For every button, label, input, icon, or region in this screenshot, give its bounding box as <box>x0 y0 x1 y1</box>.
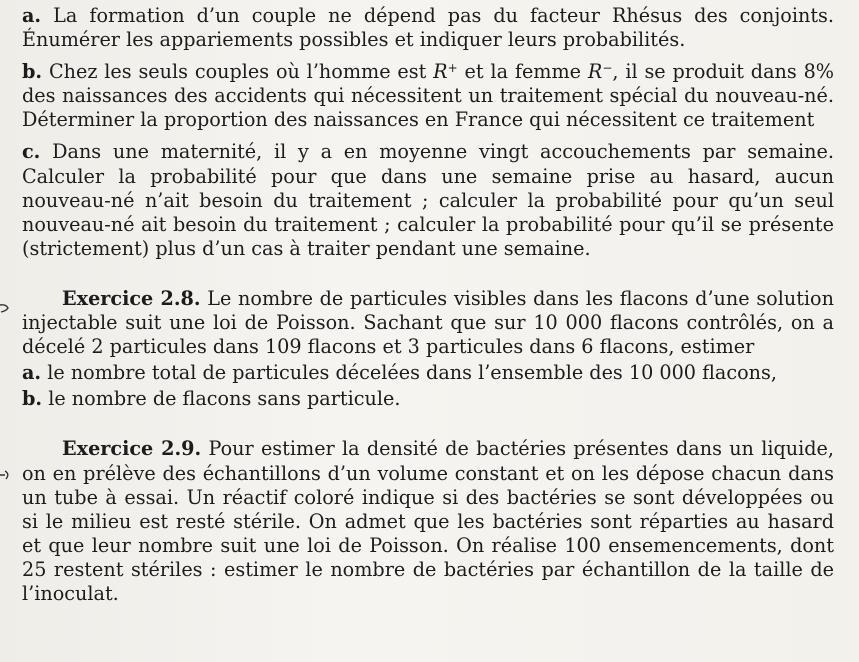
exercise-2-8-item-b <box>22 387 834 411</box>
part-c <box>22 140 834 260</box>
exercise-2-8-item-a-text: le nombre total de particules décelées dans l’ensemble des 10 000 flacons, <box>47 361 777 385</box>
part-a-text: La formation d’un couple ne dépend pas du facteur Rhésus des conjoints. Énumérer les appariements possibles et indiquer leurs probabilités. <box>22 4 834 52</box>
part-b-text-1: Chez les seuls couples où l’homme est <box>48 60 427 84</box>
part-b-math-1: R <box>433 60 448 84</box>
part-b-text-3: , il se produit dans 8% des naissances des accidents qui nécessitent un traitement spécial du nouveau-né. Déterminer la proportion des naissances en France qui nécessitent ce traitement <box>22 60 835 132</box>
part-b-label: b. <box>22 60 43 84</box>
exercise-2-8-item-b-label: b. <box>22 387 43 411</box>
part-c-text: Dans une maternité, il y a en moyenne vingt accouchements par semaine. Calculer la probabilité pour que dans une semaine prise au hasard, aucun nouveau-né n’ait besoin du traitement ; calculer la probabilité pour qu’un seul nouveau-né ait besoin du traitement ; calculer la probabilité pour qu’il se présente (strictement) plus d’un cas à traiter pendant une semaine. <box>22 140 834 260</box>
exercise-2-8-item-a-label: a. <box>22 361 42 385</box>
part-c-label: c. <box>22 140 41 164</box>
part-b-math-2: R <box>587 60 603 84</box>
text-body <box>22 4 834 614</box>
part-b-sup-2: − <box>602 61 613 76</box>
exercise-2-8-text: Le nombre de particules visibles dans les flacons d’une solution injectable suit une loi de Poisson. Sachant que sur 10 000 flacons contrôlés, on a décelé 2 particules dans 109 flacons et 3 particules dans 6 flacons, estimer <box>22 286 834 359</box>
exercise-2-8-item-a <box>22 361 834 385</box>
part-b-sup-1: + <box>447 61 458 76</box>
part-b-text-2: et la femme <box>464 60 582 84</box>
pencil-mark-ex-2-8 <box>0 303 14 313</box>
exercise-2-8-title: Exercice 2.8. <box>62 286 201 310</box>
part-b <box>22 60 834 132</box>
exercise-2-8-item-b-text: le nombre de flacons sans particule. <box>48 387 401 411</box>
pencil-mark-ex-2-9 <box>0 470 14 480</box>
part-a-label: a. <box>22 4 42 27</box>
exercise-2-9-text: Pour estimer la densité de bactéries présentes dans un liquide, on en prélève des échantillons d’un volume constant et on les dépose chacun dans un tube à essai. Un réactif coloré indique si des bactéries se sont développées ou si le milieu est resté stérile. On admet que les bactéries sont réparties au hasard et que leur nombre suit une loi de Poisson. On réalise 100 ensemencements, dont 25 restent stériles : estimer le nombre de bactéries par échantillon de la taille de l’inoculat. <box>22 437 834 605</box>
exercise-2-8 <box>22 287 834 359</box>
exercise-2-9 <box>22 437 834 606</box>
part-a <box>22 4 834 52</box>
exercise-2-9-title: Exercice 2.9. <box>62 437 202 461</box>
